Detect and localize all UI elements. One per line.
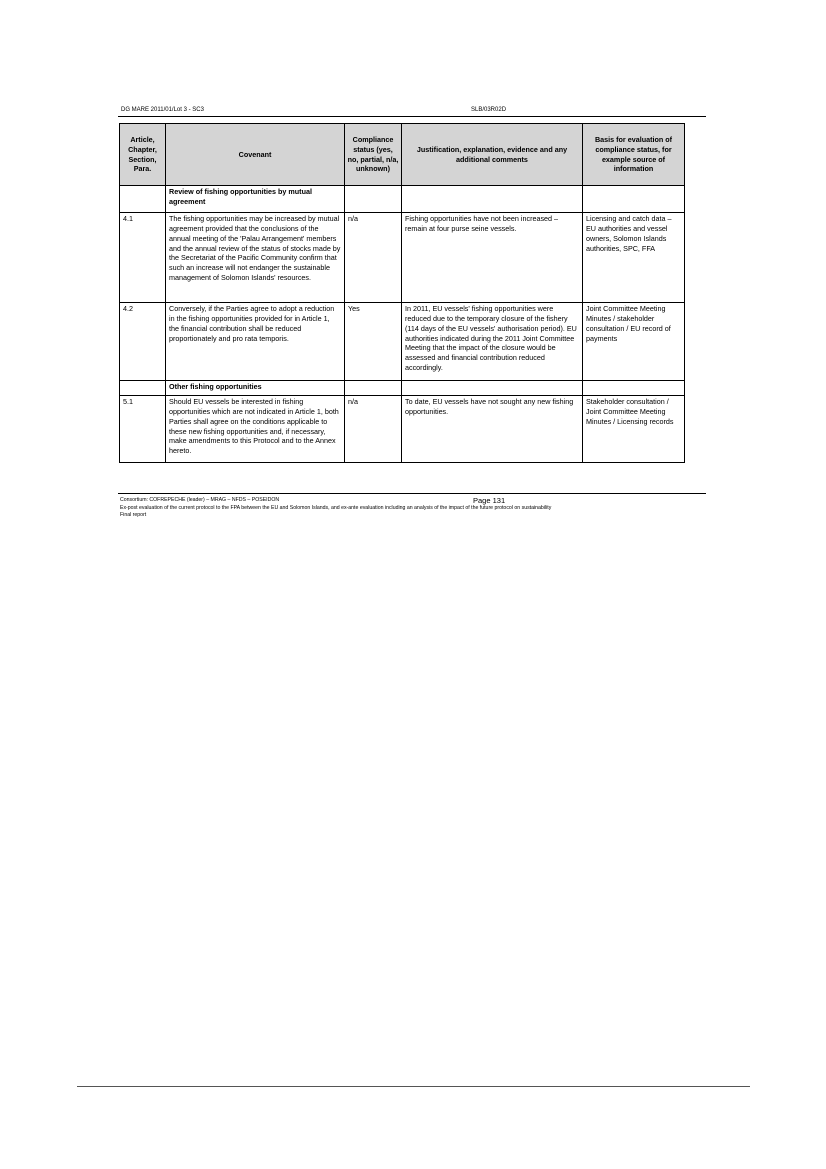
table-row [120,303,685,381]
column-header-covenant: Covenant [166,124,345,186]
header-document-code: SLB/03R02D [471,107,507,113]
justification-cell: In 2011, EU vessels' fishing opportunities were reduced due to the temporary closure of the fishery (114 days of the EU vessels' authorisation period). EU authorities indicated during the 2011 Joint Committee Meeting that the impact of the closure would be assessed and financial contribution reduced accordingly. [402,303,583,381]
status-cell: n/a [345,396,402,463]
section-row [120,381,685,396]
basis-cell: Joint Committee Meeting Minutes / stakeholder consultation / EU record of payments [583,303,685,381]
status-cell: n/a [345,213,402,303]
column-header-article: Article, Chapter, Section, Para. [120,124,166,186]
article-cell: 4.2 [120,303,166,381]
footer-consortium: Consortium: COFREPECHE (leader) – MRAG – NFDS – POSEIDON [120,497,280,503]
covenant-cell: The fishing opportunities may be increased by mutual agreement provided that the conclusions of the annual meeting of the 'Palau Arrangement' members and the annual review of the status of stocks made by the Secretariat of the Pacific Community confirm that such an increase will not endanger the sustainable management of Solomon Islands' resources. [166,213,345,303]
justification-cell: To date, EU vessels have not sought any new fishing opportunities. [402,396,583,463]
covenant-cell: Conversely, if the Parties agree to adopt a reduction in the fishing opportunities provided for in Article 1, the financial contribution shall be reduced proportionately and pro rata temporis. [166,303,345,381]
basis-cell: Licensing and catch data – EU authorities and vessel owners, Solomon Islands authorities, SPC, FFA [583,213,685,303]
section-title: Other fishing opportunities [166,381,345,396]
table-header-row [120,124,685,186]
justification-cell: Fishing opportunities have not been increased – remain at four purse seine vessels. [402,213,583,303]
table-row [120,396,685,463]
footer-report-type: Final report [120,512,147,518]
footer-description: Ex-post evaluation of the current protocol to the FPA between the EU and Solomon Islands, and ex-ante evaluation including an analysis of the impact of the future protocol on sustainability [120,505,552,511]
footer-divider [118,493,706,494]
covenant-compliance-table [119,123,685,463]
covenant-cell: Should EU vessels be interested in fishing opportunities which are not indicated in Article 1, both Parties shall agree on the conditions applicable to these new fishing opportunities and, if necessary, make amendments to this Protocol and to the Annex hereto. [166,396,345,463]
column-header-compliance-status: Compliance status (yes, no, partial, n/a, unknown) [345,124,402,186]
page-header [118,106,706,117]
header-reference: DG MARE 2011/01/Lot 3 - SC3 [121,107,204,113]
column-header-basis: Basis for evaluation of compliance status, for example source of information [583,124,685,186]
page-bottom-divider [77,1086,750,1087]
section-title: Review of fishing opportunities by mutual agreement [166,186,345,213]
basis-cell: Stakeholder consultation / Joint Committee Meeting Minutes / Licensing records [583,396,685,463]
column-header-justification: Justification, explanation, evidence and any additional comments [402,124,583,186]
status-cell: Yes [345,303,402,381]
page-number: Page 131 [473,496,506,505]
article-cell: 5.1 [120,396,166,463]
section-row [120,186,685,213]
table-row [120,213,685,303]
article-cell: 4.1 [120,213,166,303]
